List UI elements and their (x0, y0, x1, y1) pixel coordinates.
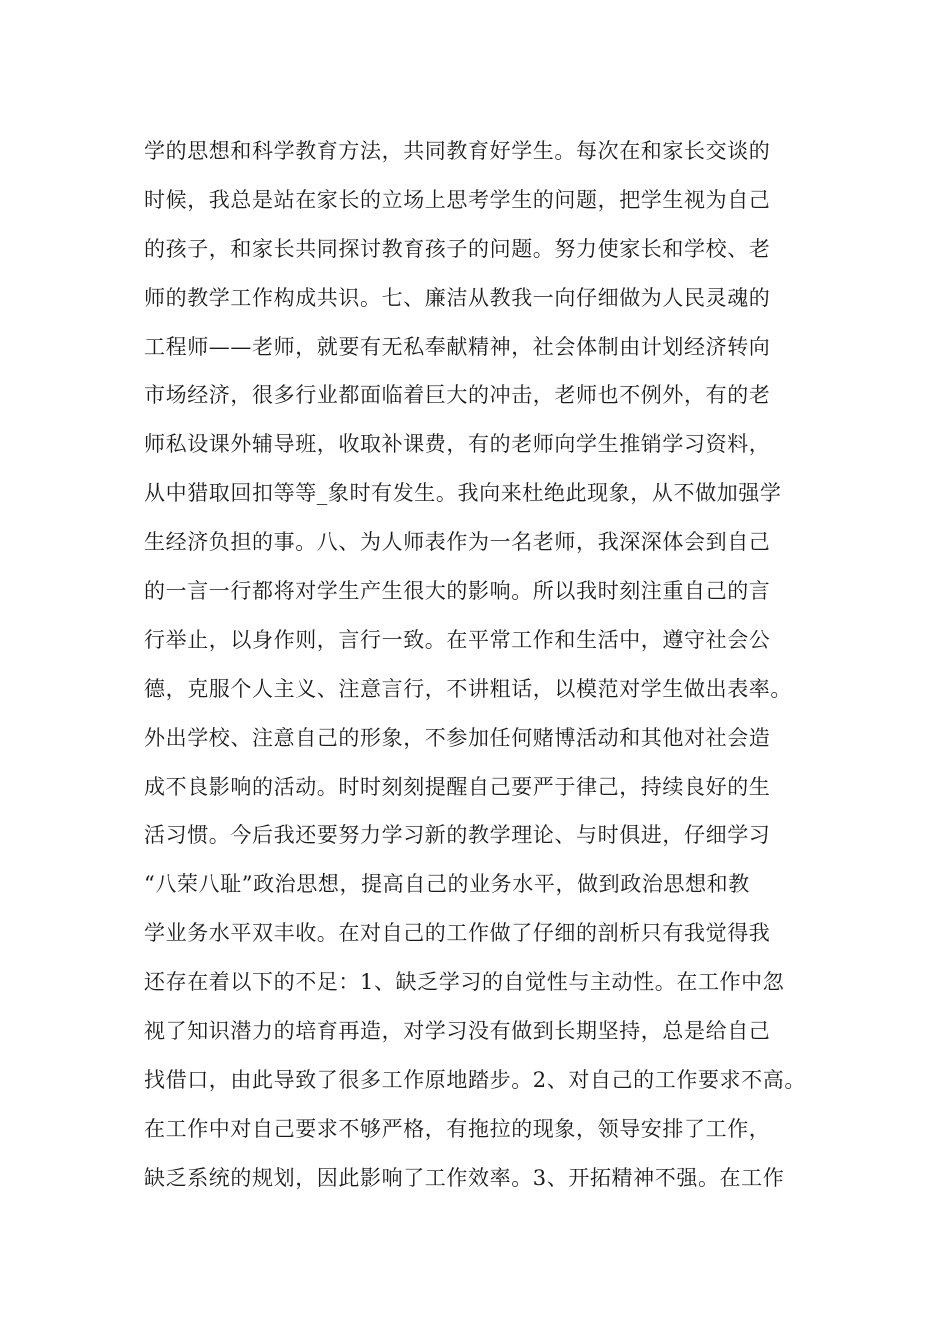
text-line: 找借口，由此导致了很多工作原地踏步。2、对自己的工作要求不高。 (144, 1067, 806, 1092)
text-line: 师的教学工作构成共识。七、廉洁从教我一向仔细做为人民灵魂的 (144, 285, 771, 310)
text-line: 还存在着以下的不足：1、缺乏学习的自觉性与主动性。在工作中忽 (144, 970, 785, 995)
text-line: 视了知识潜力的培育再造，对学习没有做到长期坚持，总是给自己 (144, 1019, 771, 1044)
text-line: 在工作中对自己要求不够严格，有拖拉的现象，领导安排了工作， (144, 1116, 771, 1141)
text-line: 学业务水平双丰收。在对自己的工作做了仔细的剖析只有我觉得我 (144, 921, 771, 946)
body-text (144, 131, 844, 1207)
text-line: 缺乏系统的规划，因此影响了工作效率。3、开拓精神不强。在工作 (144, 1165, 785, 1190)
text-line: 市场经济，很多行业都面临着巨大的冲击，老师也不例外，有的老 (144, 383, 771, 408)
text-line: 生经济负担的事。八、为人师表作为一名老师，我深深体会到自己 (144, 530, 771, 555)
text-line: 行举止，以身作则，言行一致。在平常工作和生活中，遵守社会公 (144, 627, 771, 652)
text-line: 的一言一行都将对学生产生很大的影响。所以我时刻注重自己的言 (144, 579, 771, 604)
text-line: 工程师——老师，就要有无私奉献精神，社会体制由计划经济转向 (144, 334, 771, 359)
text-line: 的孩子，和家长共同探讨教育孩子的问题。努力使家长和学校、老 (144, 236, 771, 261)
text-line: 活习惯。今后我还要努力学习新的教学理论、与时俱进，仔细学习 (144, 823, 771, 848)
text-line: 从中猎取回扣等等_象时有发生。我向来杜绝此现象，从不做加强学 (144, 481, 782, 506)
text-line: 师私设课外辅导班，收取补课费，有的老师向学生推销学习资料， (144, 432, 771, 457)
text-line: 德，克服个人主义、注意言行，不讲粗话，以模范对学生做出表率。 (144, 676, 792, 701)
text-line: 成不良影响的活动。时时刻刻提醒自己要严于律己，持续良好的生 (144, 774, 771, 799)
text-line: 时候，我总是站在家长的立场上思考学生的问题，把学生视为自己 (144, 187, 771, 212)
text-line: 外出学校、注意自己的形象，不参加任何赌博活动和其他对社会造 (144, 725, 771, 750)
text-line: 学的思想和科学教育方法，共同教育好学生。每次在和家长交谈的 (144, 139, 771, 163)
text-line: “八荣八耻”政治思想，提高自己的业务水平，做到政治思想和教 (144, 872, 750, 897)
